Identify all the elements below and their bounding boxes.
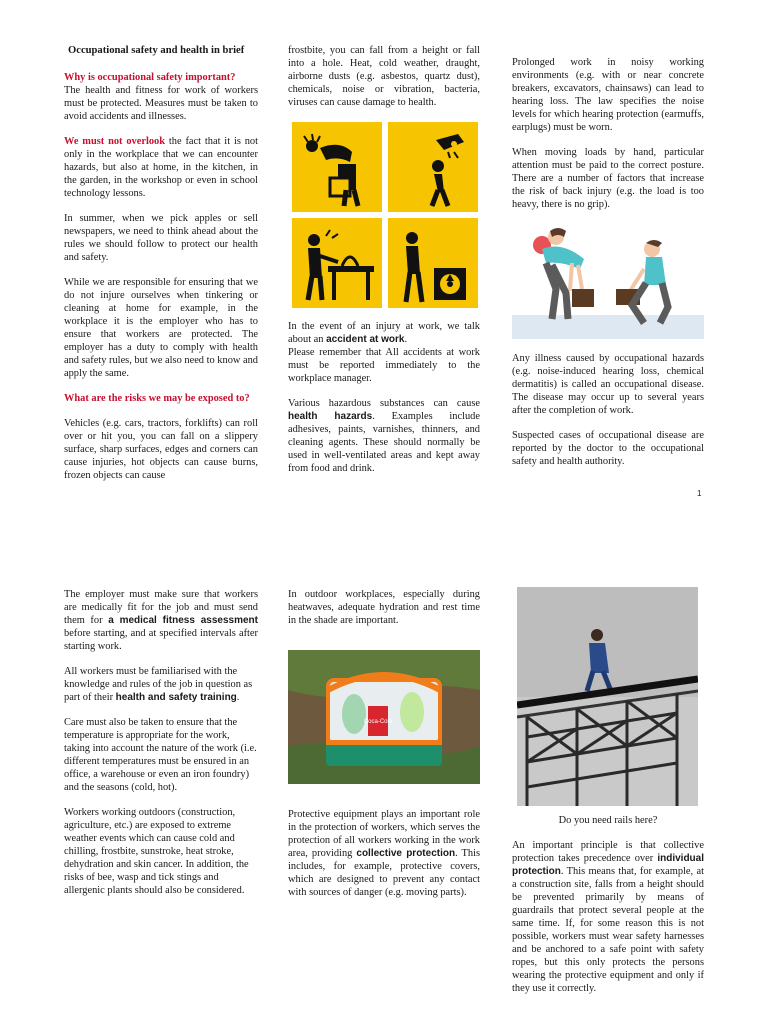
cooler-photo (288, 650, 480, 784)
paragraph-principle (512, 839, 704, 995)
paragraph-heatwaves: In outdoor workplaces, especially during heatwaves, adequate hydration and rest time in the shade are important. (288, 589, 480, 626)
health-hazards-term: health hazards (288, 411, 373, 422)
pe-text-end: . This includes, for example, protective covers, which are designed to prevent any contact with sources of danger (e.g. moving parts). (288, 848, 480, 898)
paragraph-responsible: While we are responsible for ensuring that we do not injure ourselves when tinkering or cleaning at home for example, in the workplace it is the employer who has to ensure that workers are protected. The employer has a duty to comply with health and safety rules, but we also need to know and apply the same. (64, 277, 258, 379)
training-text-end: . (236, 692, 240, 703)
paragraph-accident (288, 320, 480, 346)
paragraph-why: The health and fitness for work of workers must be protected. Measures must be taken to avoid accidents and illnesses. (64, 85, 258, 122)
p1-column-2 (288, 44, 480, 121)
pe-text: Protective equipment plays an important role in the protection of workers, which serves the protection of all workers working in the work area, providing (288, 809, 480, 859)
p2-column-2-lower (288, 808, 480, 911)
training-text: All workers must be familiarised with the knowledge and rules of the job in question as part of their (64, 666, 253, 703)
collective-protection-term: collective protection (356, 848, 456, 859)
p1-column-1 (64, 44, 258, 494)
accident-end: . (404, 334, 408, 345)
lifting-illustration (512, 219, 704, 339)
radiation-hazard-icon (388, 218, 478, 308)
page-number: 1 (697, 489, 702, 498)
paragraph-protective-equipment (288, 808, 480, 899)
hazard-icons-grid (292, 122, 478, 308)
fitness-text-end: before starting, and at specified intervals after starting work. (64, 628, 258, 652)
fitness-text: The employer must make sure that workers are medically fit for the job and must send them for (64, 589, 258, 626)
paragraph-vehicles: Vehicles (e.g. cars, tractors, forklifts) can roll over or hit you, you can fall on a slippery surface, sharp surfaces, edges and corners can cause injuries, hot objects can cause burns, frozen objects can cause (64, 418, 258, 481)
accident-text: In the event of an injury at work, we talk about an (288, 321, 480, 345)
paragraph-report: Please remember that All accidents at work must be reported immediately to the workplace manager. (288, 347, 480, 384)
back-injury-icon (292, 122, 382, 212)
cooler-logo: Coca-Cola (363, 719, 393, 725)
hazard-text: Various hazardous substances can cause (288, 398, 480, 409)
paragraph-summer: In summer, when we pick apples or sell newspapers, we need to think ahead about the rules we should follow to protect our health and safety. (64, 213, 258, 263)
paragraph-medical-fitness (64, 588, 258, 653)
paragraph-hazardous (288, 397, 480, 475)
heading-risks: What are the risks we may be exposed to? (64, 393, 250, 404)
p1-column-3 (512, 56, 704, 223)
training-term: health and safety training (115, 692, 237, 703)
paragraph-noise: Prolonged work in noisy working environments (e.g. with or near concrete breakers, excavators, chainsaws) can lead to hearing loss. The law specifies the noise levels for which hearing protection (earmuffs, earplugs) must be worn. (512, 57, 704, 133)
document-title: Occupational safety and health in brief (68, 45, 245, 56)
falling-object-icon (388, 122, 478, 212)
p2-column-1 (64, 588, 258, 909)
p2-column-2 (288, 588, 480, 639)
p1-column-2-lower (288, 320, 480, 487)
paragraph-illness: Any illness caused by occupational hazards (e.g. noise-induced hearing loss, chemical dermatitis) is called an occupational disease. The disease may occur up to several years after the completion of work. (512, 353, 704, 416)
paragraph-temperature: Care must also be taken to ensure that the temperature is appropriate for the work, taking into account the nature of the work (i.e. different temperatures must be ensured in an office, a warehouse or even an iron foundry) and the seasons (cold, hot). (64, 717, 257, 793)
paragraph-training (64, 665, 258, 704)
accident-term: accident at work (326, 334, 405, 345)
principle-text: An important principle is that collective protection takes precedence over (512, 840, 704, 864)
paragraph-frostbite: frostbite, you can fall from a height or fall into a hole. Heat, cold weather, draught, airborne dusts (e.g. asbestos, quartz dust), chemicals, noise or vibration, bacteria, viruses can cause damage to health. (288, 45, 480, 108)
principle-text-end: . This means that, for example, at a construction site, falls from a height should be prevented primarily by means of guardrails that protect several people at the same time. If, for some reason this is not possible, workers must wear safety harnesses and be anchored to a safe point with safety ropes, but this only protects the persons wearing the protective equipment and only if they use it correctly. (512, 866, 704, 994)
photo-caption: Do you need rails here? (558, 815, 658, 826)
paragraph-outdoors: Workers working outdoors (construction, agriculture, etc.) are exposed to extreme weather events which can cause cold and chilling, frostbite, sunstroke, heat stroke, dehydration and skin cancer. In addition, the risks of bee, wasp and tick stings and allergenic plants should also be considered. (64, 807, 249, 896)
paragraph-overlook (64, 135, 258, 200)
rooftop-worker-photo (517, 587, 698, 806)
p2-column-3 (512, 806, 704, 1007)
overlook-text: the fact that it is not only in the workplace that we can encounter hazards, but also at home, in the kitchen, in the garden, in the workshop or even in school technology lessons. (64, 136, 259, 199)
heading-why-important: Why is occupational safety important? (64, 72, 236, 83)
p1-column-3-lower (512, 352, 704, 480)
paragraph-loads: When moving loads by hand, particular attention must be paid to the correct posture. There are a number of factors that increase the risk of back injury (e.g. the load is too heavy, there is no grip). (512, 147, 704, 210)
hazard-text-end: . Examples include adhesives, paints, varnishes, thinners, and cleaning agents. These should normally be used in well-ventilated areas and kept away from food and drink. (288, 411, 480, 474)
overlook-highlight: We must not overlook (64, 136, 166, 147)
paragraph-suspected: Suspected cases of occupational disease are reported by the doctor to the occupational safety and health authority. (512, 430, 704, 467)
medical-fitness-term: a medical fitness assessment (108, 615, 258, 626)
hand-injury-icon (292, 218, 382, 308)
individual-protection-term: individual protection (512, 853, 704, 877)
